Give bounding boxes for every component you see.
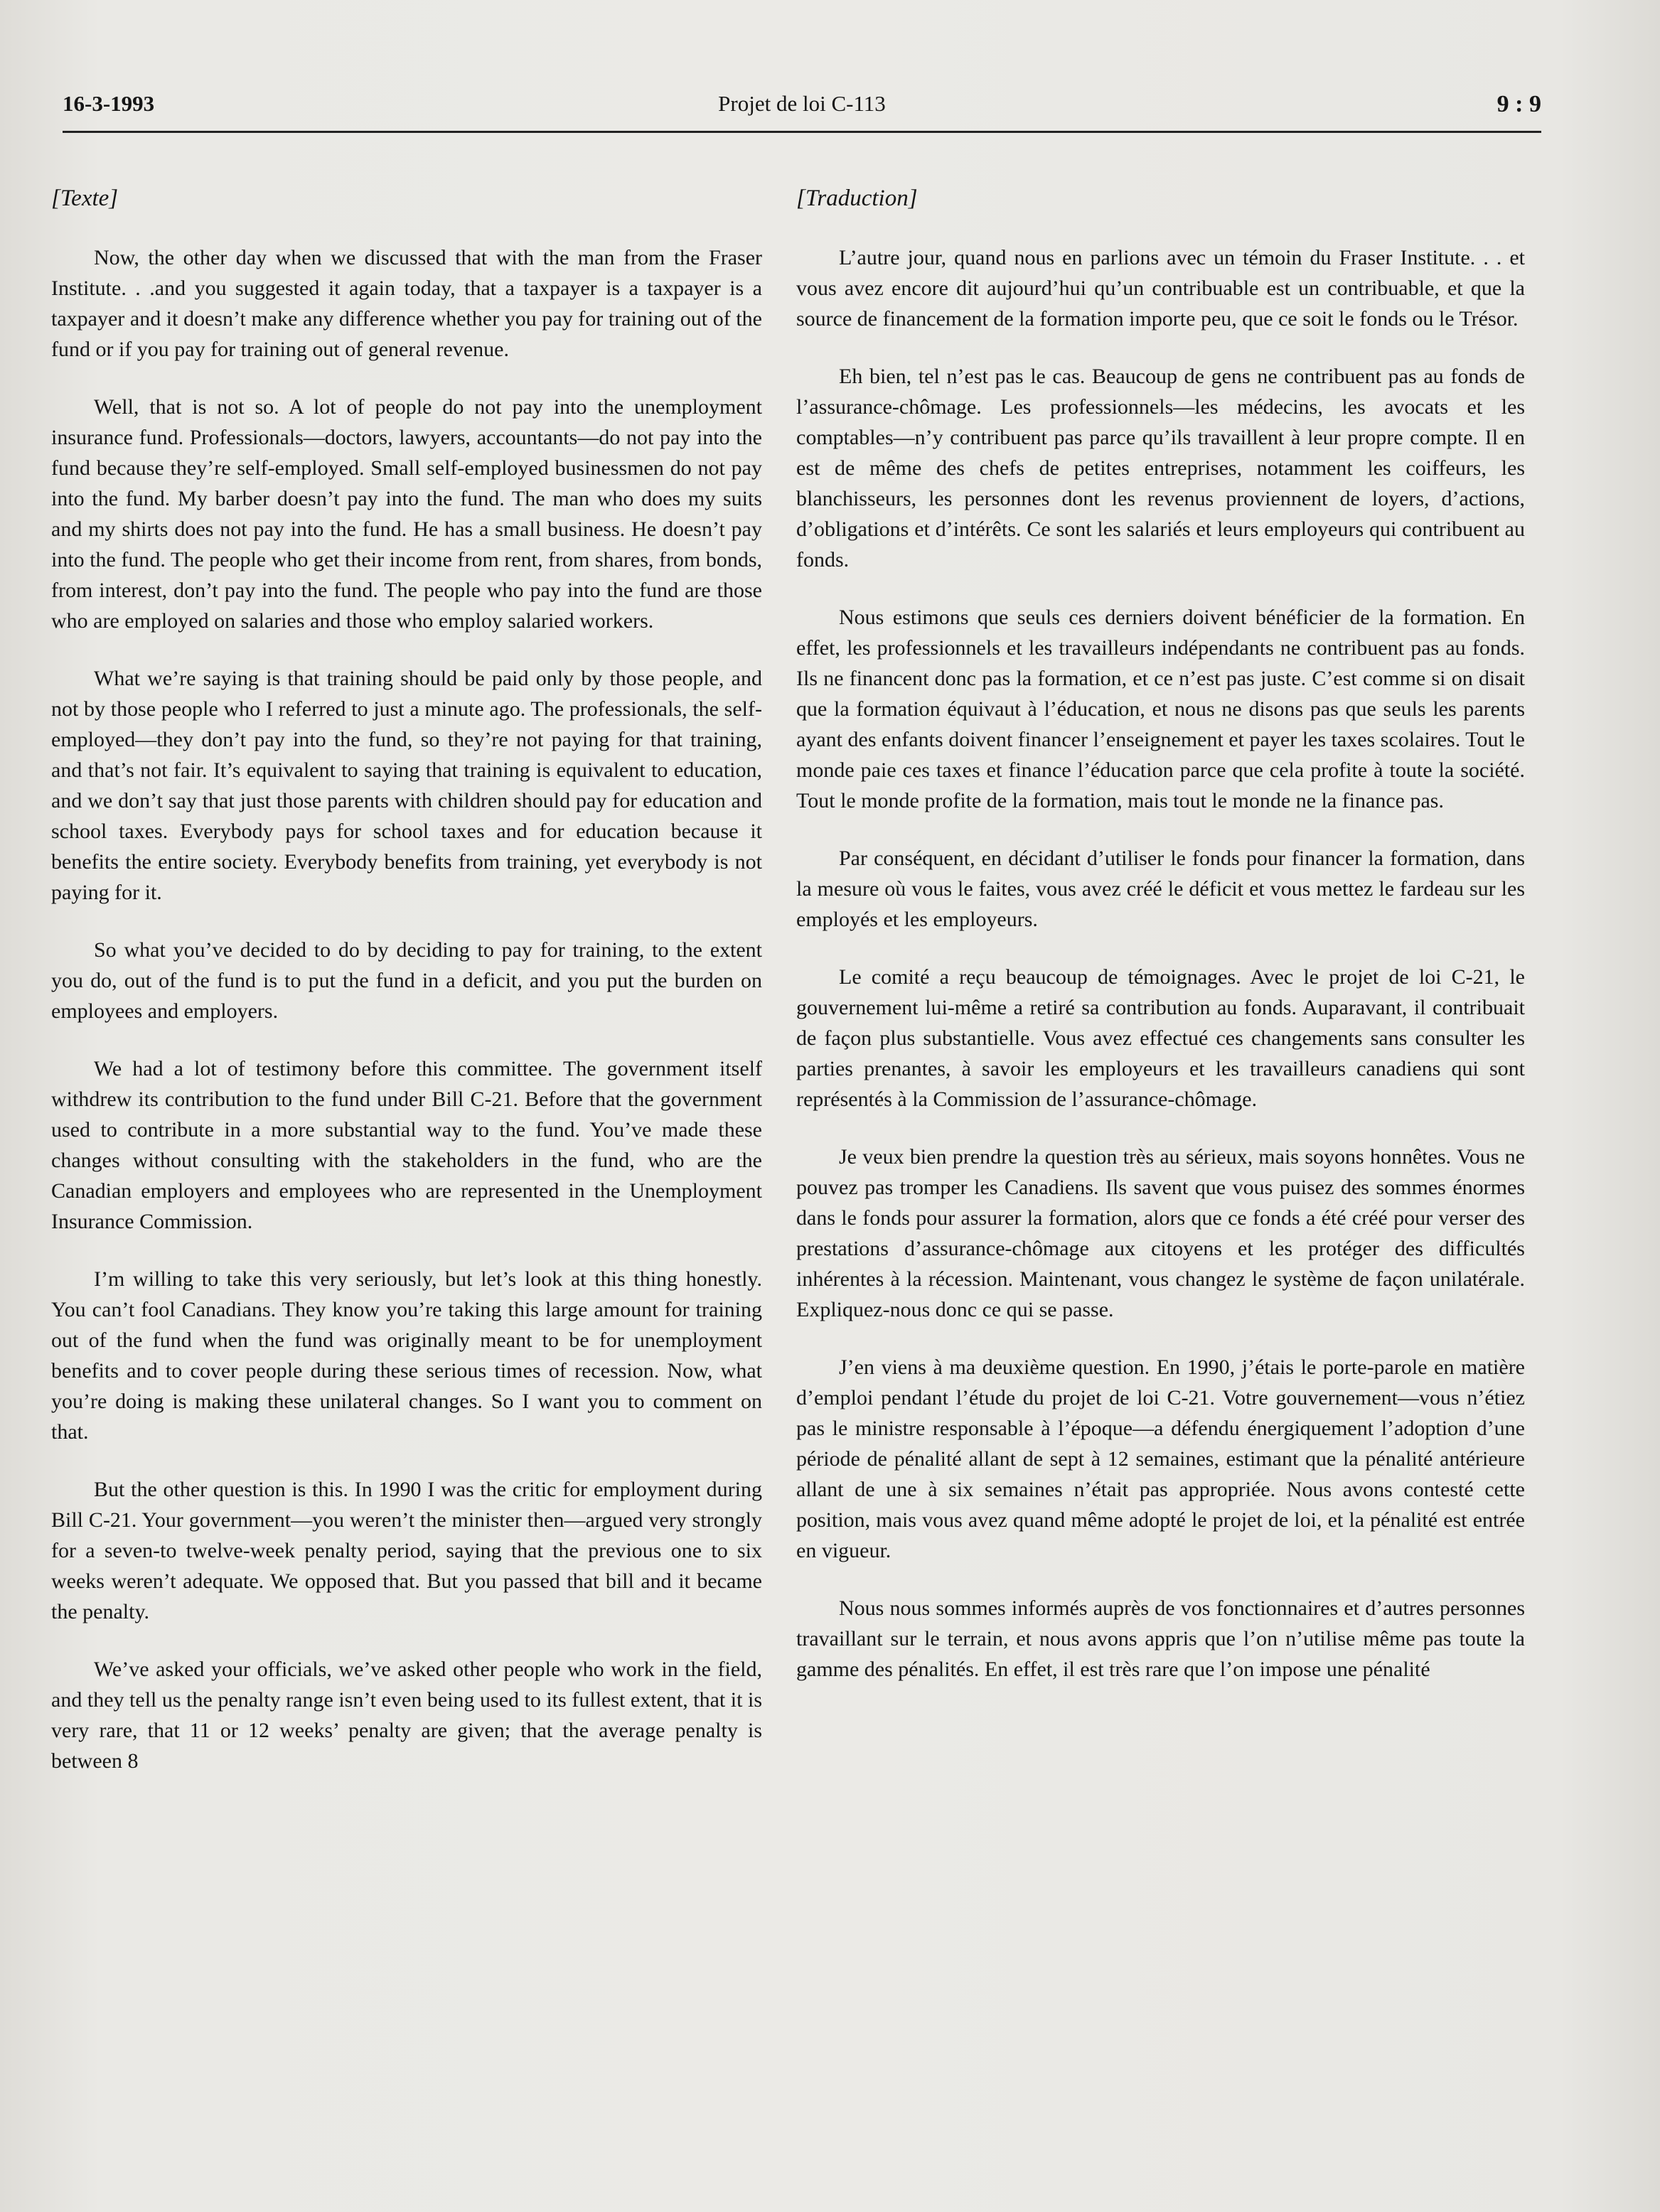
paragraph: Le comité a reçu beaucoup de témoignages. Avec le projet de loi C-21, le gouvernement lui-même a retiré sa contribution au fonds. Auparavant, il contribuait de façon plus substantielle. Vous avez effectué ces changements sans consulter les parties prenantes, à savoir les employeurs et les travailleurs canadiens qui sont représentés à la Commission de l’assurance-chômage. (796, 965, 1525, 1111)
paragraph: I’m willing to take this very seriously, but let’s look at this thing honestly. You can’t fool Canadians. They know you’re taking this large amount for training out of the fund when the fund was originally meant to be for unemployment benefits and to cover people during these serious times of recession. Now, what you’re doing is making these unilateral changes. So I want you to comment on that. (51, 1267, 762, 1444)
running-header (63, 91, 1541, 128)
english-column (51, 183, 762, 1803)
paragraph: Eh bien, tel n’est pas le cas. Beaucoup de gens ne contribuent pas au fonds de l’assurance-chômage. Les professionnels—les médecins, les avocats et les comptables—n’y contribuent pas parce qu’ils travaillent à leur propre compte. Il en est de même des chefs de petites entreprises, notamment les coiffeurs, les blanchisseurs, les personnes dont les revenus proviennent de loyers, d’actions, d’obligations et d’intérêts. Ce sont les salariés et leurs employeurs qui contribuent au fonds. (796, 365, 1525, 571)
paragraph: Par conséquent, en décidant d’utiliser le fonds pour financer la formation, dans la mesure où vous le faites, vous avez créé le déficit et vous mettez le fardeau sur les employés et les employeurs. (796, 847, 1525, 931)
french-column (796, 183, 1525, 1712)
column-label-text: [Texte] (51, 186, 119, 211)
paragraph: So what you’ve decided to do by deciding to pay for training, to the extent you do, out of the fund is to put the fund in a deficit, and you put the burden on employees and employers. (51, 938, 762, 1023)
paragraph: What we’re saying is that training should be paid only by those people, and not by those people who I referred to just a minute ago. The professionals, the self-employed—they don’t pay into the fund, so they’re not paying for that training, and that’s not fair. It’s equivalent to saying that training is equivalent to education, and we don’t say that just those parents with children should pay for education and school taxes. Everybody pays for school taxes and for education because it benefits the entire society. Everybody benefits from training, yet everybody is not paying for it. (51, 667, 762, 904)
paragraph: L’autre jour, quand nous en parlions avec un témoin du Fraser Institute. . . et vous avez encore dit aujourd’hui qu’un contribuable est un contribuable, et que la source de financement de la formation importe peu, que ce soit le fonds ou le Trésor. (796, 246, 1525, 331)
paragraph: Well, that is not so. A lot of people do not pay into the unemployment insurance fund. Professionals—doctors, lawyers, accountants—do not pay into the fund because they’re self-employed. Small self-employed businessmen do not pay into the fund. My barber doesn’t pay into the fund. The man who does my suits and my shirts does not pay into the fund. He has a small business. He doesn’t pay into the fund. The people who get their income from rent, from shares, from bonds, from interest, don’t pay into the fund. The people who pay into the fund are those who are employed on salaries and those who employ salaried workers. (51, 395, 762, 633)
paragraph: But the other question is this. In 1990 I was the critic for employment during Bill C-21. Your government—you weren’t the minister then—argued very strongly for a seven-to twelve-week penalty period, saying that the previous one to six weeks weren’t adequate. We opposed that. But you passed that bill and it became the penalty. (51, 1478, 762, 1623)
header-date: 16-3-1993 (63, 91, 155, 116)
header-rule (63, 131, 1541, 133)
column-label-traduction: [Traduction] (796, 186, 918, 211)
header-title: Projet de loi C-113 (718, 91, 886, 116)
paragraph: We had a lot of testimony before this committee. The government itself withdrew its contribution to the fund under Bill C-21. Before that the government used to contribute in a more substantial way to the fund. You’ve made these changes without consulting with the stakeholders in the fund, who are the Canadian employers and employees who are represented in the Unemployment Insurance Commission. (51, 1057, 762, 1233)
paragraph: Nous nous sommes informés auprès de vos fonctionnaires et d’autres personnes travaillant sur le terrain, et nous avons appris que l’on n’utilise même pas toute la gamme des pénalités. En effet, il est très rare que l’on impose une pénalité (796, 1596, 1525, 1681)
page-number: 9 : 9 (1496, 91, 1541, 117)
paragraph: J’en viens à ma deuxième question. En 1990, j’étais le porte-parole en matière d’emploi pendant l’étude du projet de loi C-21. Votre gouvernement—vous n’étiez pas le ministre responsable à l’époque—a défendu énergiquement l’adoption d’une période de pénalité allant de sept à 12 semaines, estimant que la pénalité antérieure allant de une à six semaines n’était pas appropriée. Nous avons contesté cette position, mais vous avez quand même adopté le projet de loi, et la pénalité est entrée en vigueur. (796, 1355, 1525, 1562)
paragraph: We’ve asked your officials, we’ve asked other people who work in the field, and they tell us the penalty range isn’t even being used to its fullest extent, that it is very rare, that 11 or 12 weeks’ penalty are given; that the average penalty is between 8 (51, 1658, 762, 1773)
paragraph: Je veux bien prendre la question très au sérieux, mais soyons honnêtes. Vous ne pouvez pas tromper les Canadiens. Ils savent que vous puisez des sommes énormes dans le fonds pour assurer la formation, alors que ce fonds a été créé pour verser des prestations d’assurance-chômage aux citoyens et les protéger des difficultés inhérentes à la récession. Maintenant, vous changez le système de façon unilatérale. Expliquez-nous donc ce qui se passe. (796, 1145, 1525, 1321)
paragraph: Nous estimons que seuls ces derniers doivent bénéficier de la formation. En effet, les professionnels et les travailleurs indépendants ne contribuent pas au fonds. Ils ne financent donc pas la formation, et ce n’est pas juste. C’est comme si on disait que la formation équivaut à l’éducation, et nous ne disons pas que seuls les parents ayant des enfants doivent financer l’enseignement et payer les taxes scolaires. Tout le monde paie ces taxes et finance l’éducation parce que cela profite à toute la société. Tout le monde profite de la formation, mais tout le monde ne la finance pas. (796, 606, 1525, 812)
paragraph: Now, the other day when we discussed that with the man from the Fraser Institute. . .and you suggested it again today, that a taxpayer is a taxpayer is a taxpayer and it doesn’t make any difference whether you pay for training out of the fund or if you pay for training out of general revenue. (51, 246, 762, 361)
